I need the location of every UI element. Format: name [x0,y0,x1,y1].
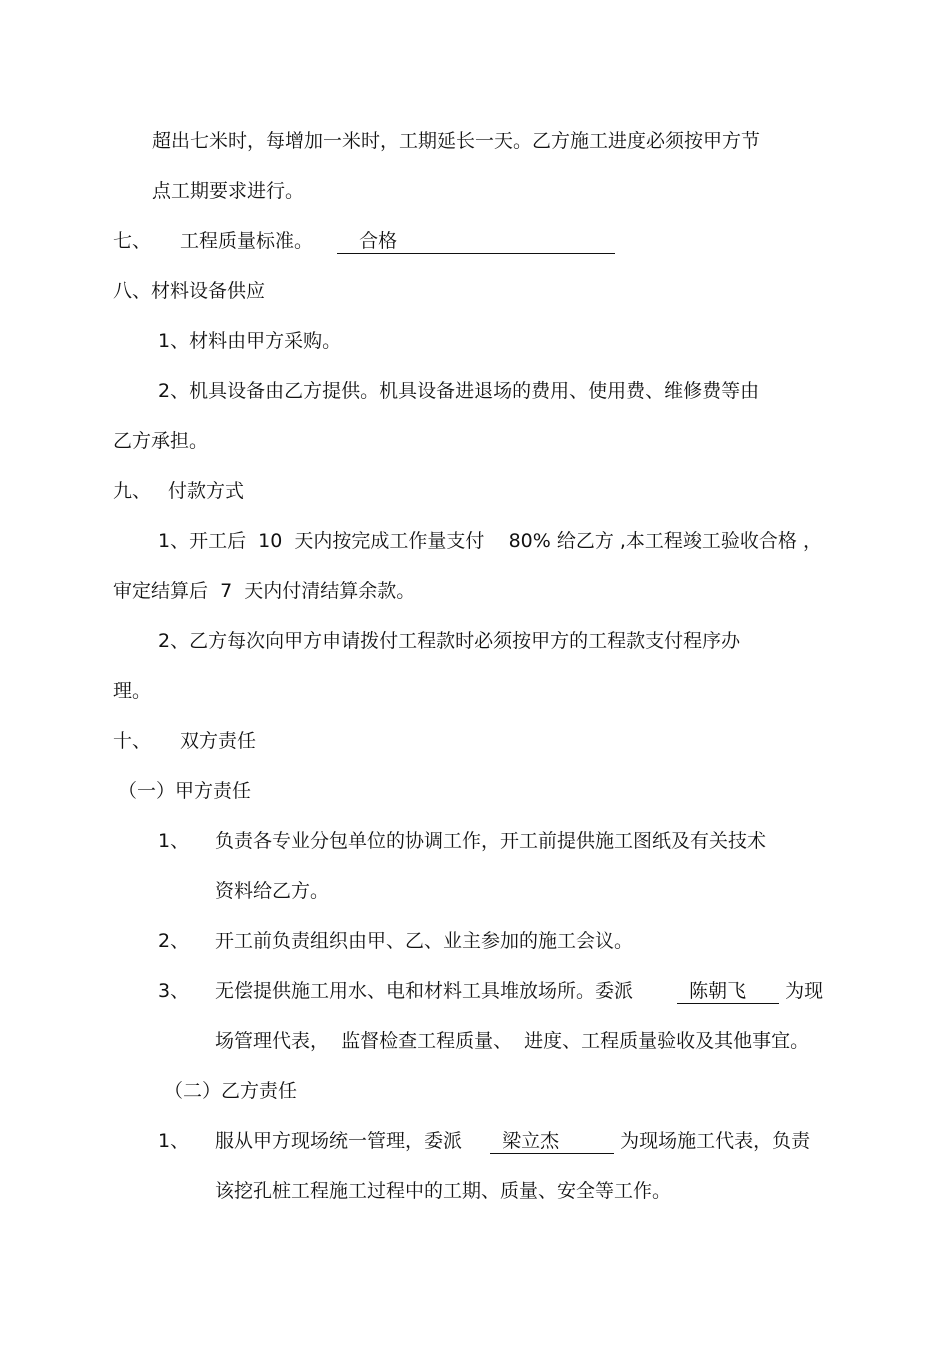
party-b-item-1-text: 服从甲方现场统一管理，委派 [215,1130,463,1152]
party-a-item-1-cont: 资料给乙方。 [215,880,330,902]
party-a-heading: （一）甲方责任 [118,780,252,802]
section-7-number: 七、 [113,230,152,252]
section-10-label: 双方责任 [180,730,257,752]
party-a-item-2: 开工前负责组织由甲、乙、业主参加的施工会议。 [215,930,634,952]
section-8-item-2: 2、机具设备由乙方提供。机具设备进退场的费用、使用费、维修费等由 [158,380,760,402]
party-a-item-3-cont: 场管理代表， 监督检查工程质量、 进度、工程质量验收及其他事宜。 [215,1030,810,1052]
section-10-number: 十、 [113,730,152,752]
party-a-item-3 [215,978,823,1004]
party-b-item-1-tail: 为现场施工代表，负责 [620,1130,811,1152]
party-a-item-3-text: 无偿提供施工用水、电和材料工具堆放场所。委派 [215,980,634,1002]
paragraph-line: 超出七米时，每增加一米时，工期延长一天。乙方施工进度必须按甲方节 [152,130,761,152]
site-manager-field: 陈朝飞 [677,979,779,1004]
party-b-heading: （二）乙方责任 [164,1080,298,1102]
section-9-number: 九、 [113,480,152,502]
party-a-item-3-tail: 为现 [785,980,824,1002]
party-a-item-2-number: 2、 [158,930,190,952]
party-a-item-3-number: 3、 [158,980,190,1002]
party-a-item-1: 负责各专业分包单位的协调工作，开工前提供施工图纸及有关技术 [215,830,767,852]
quality-standard-field: 合格 [337,229,615,254]
section-9-item-2-cont: 理。 [113,680,152,702]
section-7-label: 工程质量标准。 [180,230,314,252]
section-8-item-2-cont: 乙方承担。 [113,430,209,452]
site-construction-rep-field: 梁立杰 [490,1129,614,1154]
party-b-item-1-number: 1、 [158,1130,190,1152]
party-b-item-1-cont: 该挖孔桩工程施工过程中的工期、质量、安全等工作。 [215,1180,672,1202]
section-7-heading [180,228,615,254]
section-9-item-2: 2、乙方每次向甲方申请拨付工程款时必须按甲方的工程款支付程序办 [158,630,741,652]
section-8-item-1: 1、材料由甲方采购。 [158,330,342,352]
party-b-item-1 [215,1128,810,1154]
paragraph-line: 点工期要求进行。 [152,180,305,202]
party-a-item-1-number: 1、 [158,830,190,852]
section-8-heading: 八、材料设备供应 [113,280,266,302]
section-9-label: 付款方式 [168,480,245,502]
section-9-item-1-cont: 审定结算后 7 天内付清结算余款。 [113,580,416,602]
section-9-item-1: 1、开工后 10 天内按完成工作量支付 80% 给乙方 ,本工程竣工验收合格 ， [158,530,822,552]
